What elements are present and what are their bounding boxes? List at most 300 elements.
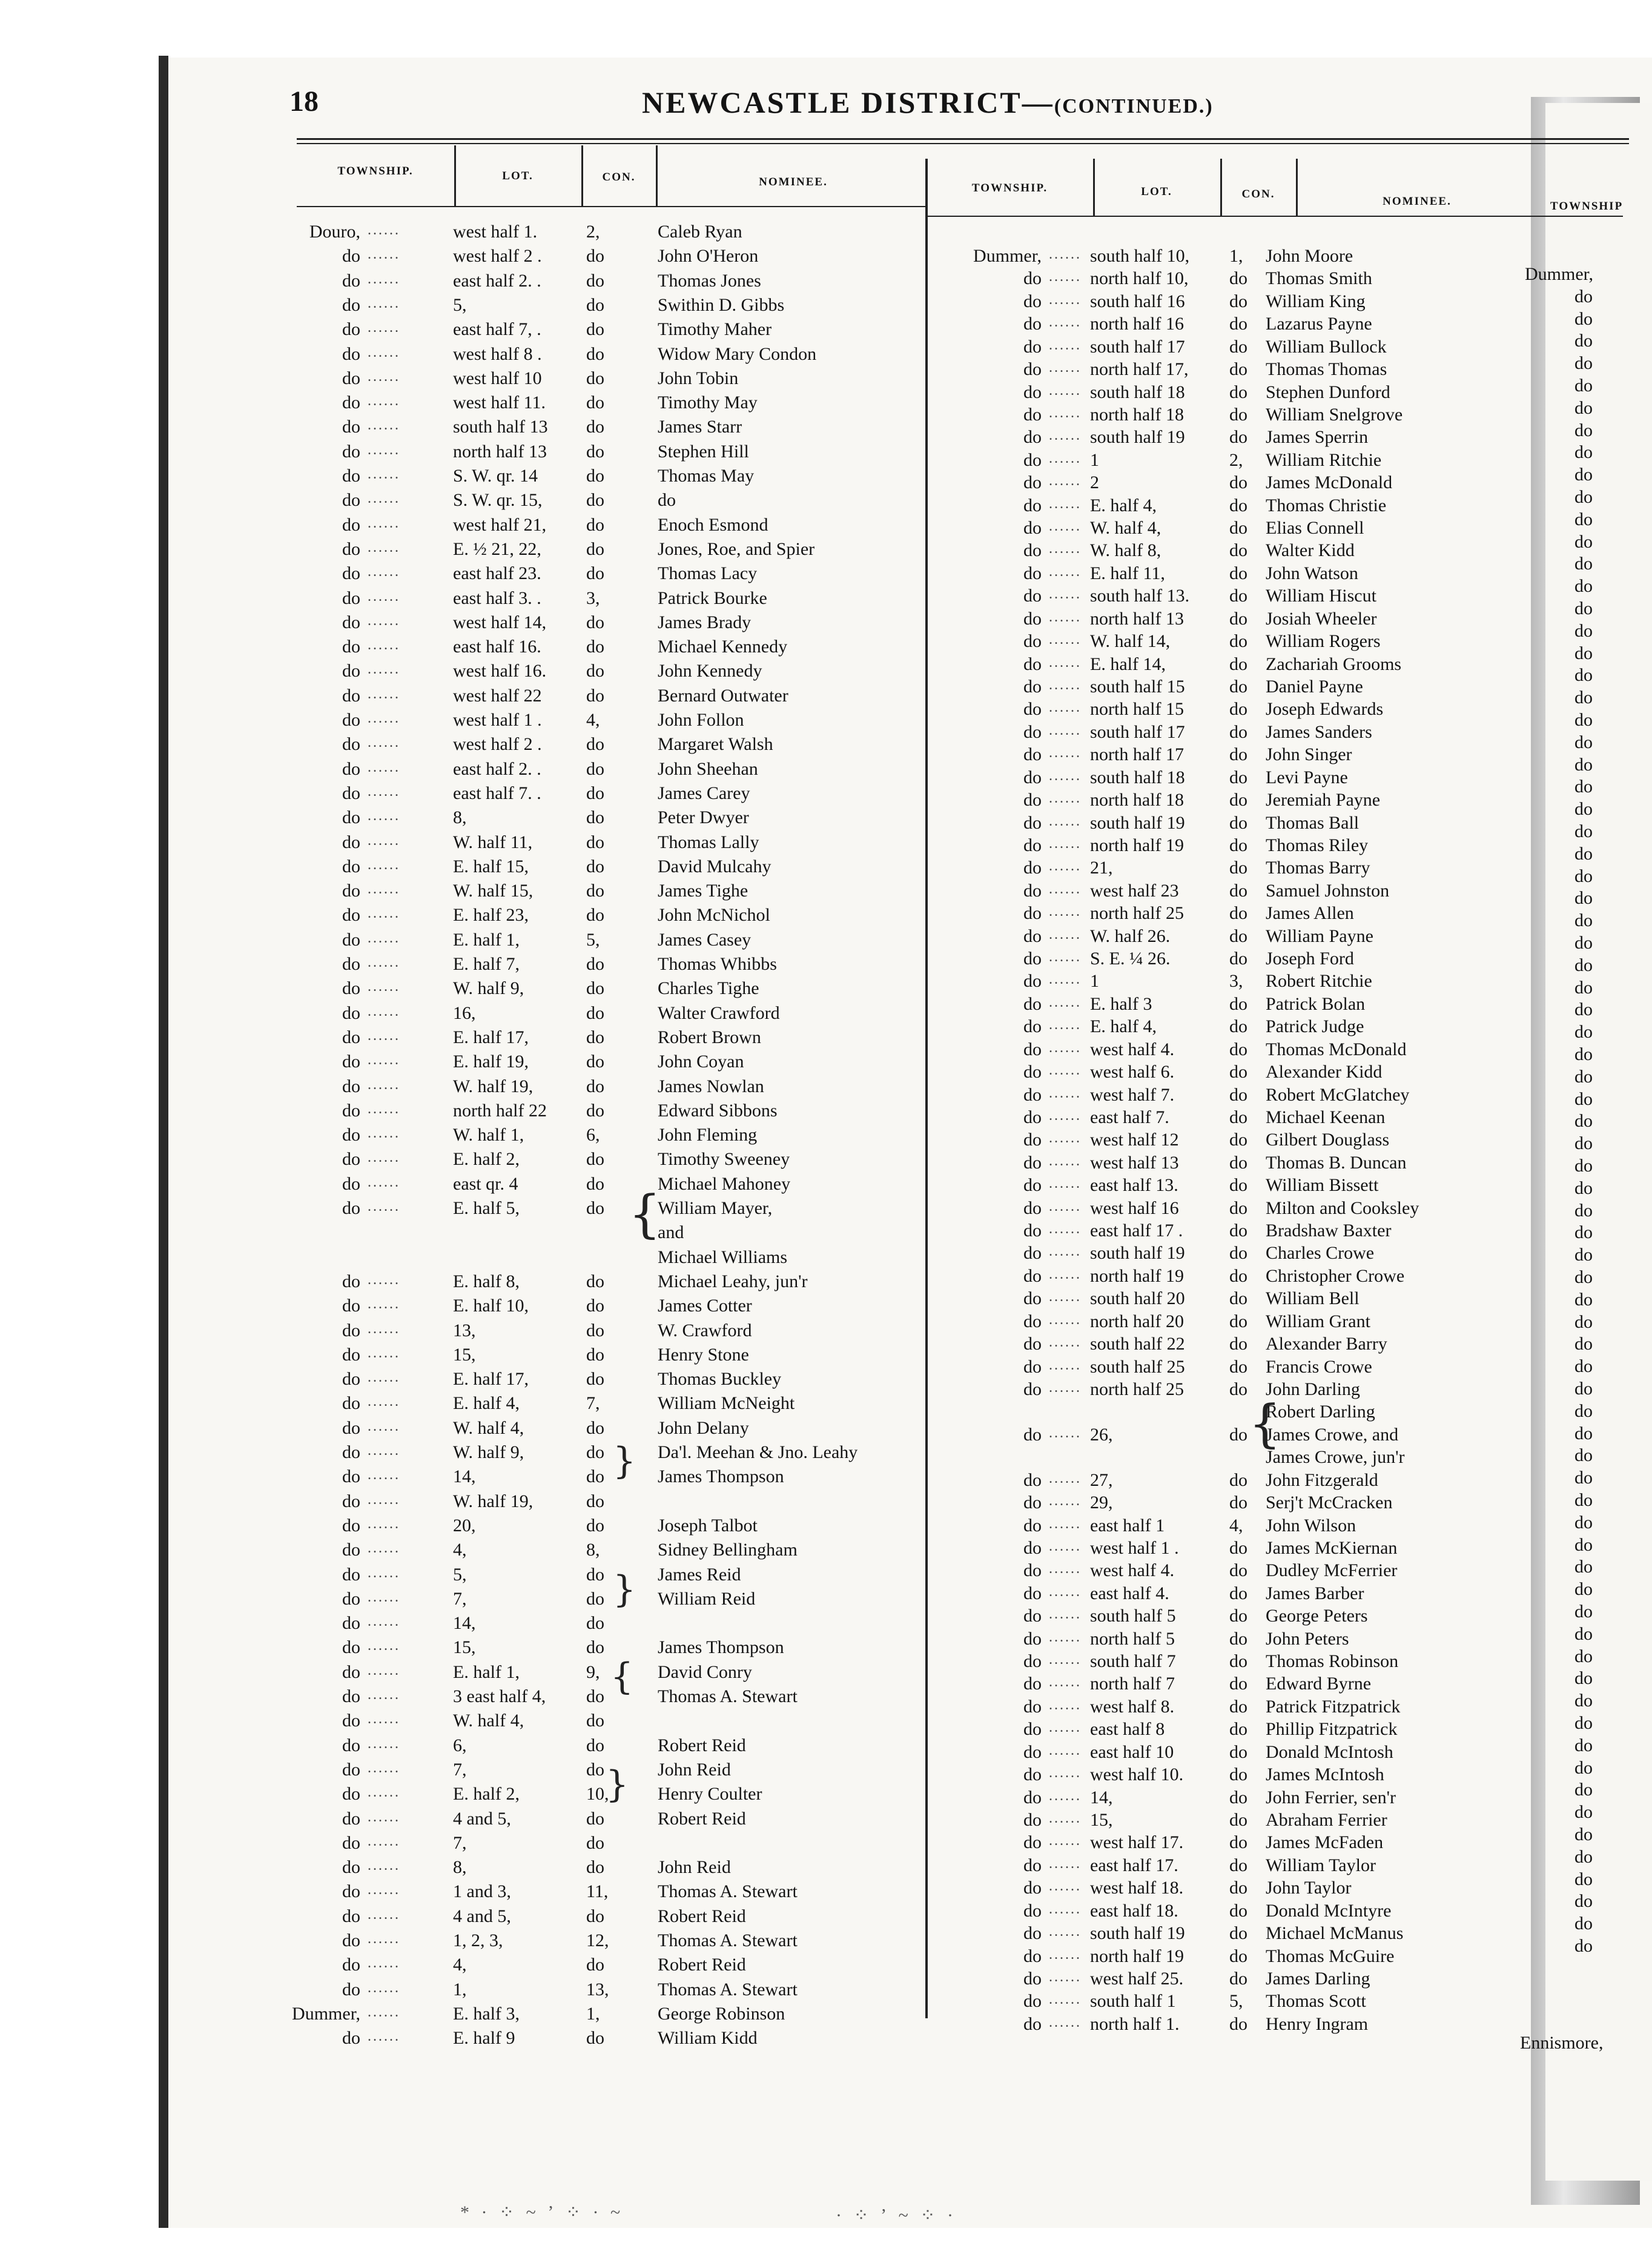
lot-cell: north half 1. xyxy=(1090,2013,1180,2034)
con-cell: do xyxy=(586,514,604,535)
leader-dots: ...... xyxy=(1049,495,1082,512)
township-cell: do xyxy=(342,929,360,950)
nominee-cell: Thomas B. Duncan xyxy=(1266,1152,1407,1173)
lot-cell: E. half 19, xyxy=(453,1052,529,1072)
lot-cell: W. half 19, xyxy=(453,1491,534,1511)
leader-dots: ...... xyxy=(1049,1470,1082,1486)
township-cell: do xyxy=(1023,1265,1042,1286)
leader-dots: ...... xyxy=(1049,722,1082,738)
con-cell: do xyxy=(586,1296,604,1316)
leader-dots: ...... xyxy=(368,1320,400,1337)
con-cell: do xyxy=(586,783,604,803)
nominee-cell: Thomas Jones xyxy=(658,270,761,291)
con-cell: do xyxy=(586,1466,604,1487)
nominee-cell: Henry Stone xyxy=(658,1344,749,1365)
lot-cell: W. half 8, xyxy=(1090,540,1161,561)
nominee-cell: Samuel Johnston xyxy=(1266,880,1390,901)
leader-dots: ...... xyxy=(1049,428,1082,444)
con-cell: do xyxy=(1229,767,1247,787)
con-cell: do xyxy=(586,1027,604,1047)
leader-dots: ...... xyxy=(368,1662,400,1678)
nominee-cell: William Kidd xyxy=(658,2028,758,2049)
lot-cell: west half 8 . xyxy=(453,343,542,364)
township-cell: do xyxy=(342,1588,360,1609)
lot-cell: south half 19 xyxy=(1090,812,1185,833)
township-cell: do xyxy=(342,1979,360,2000)
con-cell: 7, xyxy=(586,1393,600,1414)
leader-dots: ...... xyxy=(368,1589,400,1605)
township-cell: do xyxy=(1023,563,1042,583)
lot-cell: north half 10, xyxy=(1090,268,1189,289)
nominee-cell: John Ferrier, sen'r xyxy=(1266,1787,1396,1807)
leader-dots: ...... xyxy=(1049,1493,1082,1509)
nominee-cell: James McIntosh xyxy=(1266,1764,1384,1785)
con-cell: do xyxy=(586,807,604,828)
lot-cell: 6, xyxy=(453,1735,467,1755)
con-cell: do xyxy=(1229,1606,1247,1626)
far-township-cell: do xyxy=(1574,531,1593,552)
nominee-cell: Thomas Whibbs xyxy=(658,954,777,974)
nominee-cell: William Rogers xyxy=(1266,631,1381,652)
con-cell: do xyxy=(586,1149,604,1170)
leader-dots: ...... xyxy=(368,1906,400,1923)
lot-cell: south half 17 xyxy=(1090,336,1185,357)
far-township-cell: do xyxy=(1574,1824,1593,1844)
township-cell: do xyxy=(342,1442,360,1462)
far-township-cell: do xyxy=(1574,1936,1593,1956)
far-township-cell: do xyxy=(1574,643,1593,663)
leader-dots: ...... xyxy=(368,906,400,922)
lot-cell: east half 3. . xyxy=(453,588,541,608)
lot-cell: E. half 1, xyxy=(453,1662,520,1682)
con-cell: do xyxy=(586,881,604,901)
col-divider xyxy=(581,145,583,206)
far-township-cell: do xyxy=(1574,910,1593,931)
leader-dots: ...... xyxy=(368,783,400,800)
con-cell: do xyxy=(1229,1265,1247,1286)
nominee-cell: James Darling xyxy=(1266,1968,1370,1989)
leader-dots: ...... xyxy=(368,1443,400,1459)
nominee-cell: Joseph Edwards xyxy=(1266,699,1384,720)
leader-dots: ...... xyxy=(368,1076,400,1093)
far-township-cell: do xyxy=(1574,1668,1593,1689)
lot-cell: north half 19 xyxy=(1090,835,1184,855)
print-smudge: * · ⁘ ~ ʼ ⁘ · ~ xyxy=(460,2202,624,2222)
lot-cell: 15, xyxy=(453,1344,476,1365)
nominee-cell: John Reid xyxy=(658,1759,731,1780)
con-cell: do xyxy=(1229,1379,1247,1399)
con-cell: do xyxy=(1229,880,1247,901)
township-cell: do xyxy=(342,1564,360,1585)
nominee-cell: Michael Mahoney xyxy=(658,1173,791,1194)
far-township-cell: do xyxy=(1574,1133,1593,1154)
township-cell: do xyxy=(342,343,360,364)
page-title xyxy=(642,85,1214,120)
township-cell: do xyxy=(342,588,360,608)
far-township-cell: do xyxy=(1574,754,1593,775)
con-cell: do xyxy=(1229,949,1247,969)
nominee-cell: William Taylor xyxy=(1266,1855,1376,1875)
con-cell: do xyxy=(586,856,604,876)
township-cell: do xyxy=(342,637,360,657)
far-township-cell: do xyxy=(1574,286,1593,306)
nominee-cell: William Mayer, xyxy=(658,1198,773,1218)
leader-dots: ...... xyxy=(1049,1039,1082,1056)
far-township-cell: do xyxy=(1574,1222,1593,1243)
con-cell: do xyxy=(1229,382,1247,402)
township-cell: do xyxy=(1023,744,1042,765)
leader-dots: ...... xyxy=(1049,949,1082,966)
township-cell: do xyxy=(1023,699,1042,720)
lot-cell: south half 18 xyxy=(1090,382,1185,402)
leader-dots: ...... xyxy=(1049,1583,1082,1600)
brace: } xyxy=(613,1440,636,1482)
con-cell: do xyxy=(586,1857,604,1878)
leader-dots: ...... xyxy=(368,222,400,238)
con-cell: do xyxy=(1229,1221,1247,1241)
lot-cell: west half 13 xyxy=(1090,1152,1179,1173)
township-cell: do xyxy=(342,1271,360,1291)
con-cell: do xyxy=(1229,1809,1247,1830)
lot-cell: west half 10 xyxy=(453,368,542,388)
nominee-cell: Thomas Ball xyxy=(1266,812,1360,833)
con-cell: do xyxy=(1229,1062,1247,1082)
township-cell: do xyxy=(1023,1628,1042,1649)
leader-dots: ...... xyxy=(368,686,400,702)
col-divider xyxy=(1220,159,1222,216)
con-cell: do xyxy=(1229,654,1247,674)
township-cell: do xyxy=(1023,1469,1042,1490)
lot-cell: north half 7 xyxy=(1090,1674,1175,1694)
far-township-cell: do xyxy=(1574,821,1593,841)
con-cell: do xyxy=(586,1491,604,1511)
township-cell: do xyxy=(342,881,360,901)
con-cell: do xyxy=(1229,1288,1247,1309)
township-cell: do xyxy=(342,783,360,803)
township-cell: do xyxy=(1023,1651,1042,1672)
lot-cell: west half 6. xyxy=(1090,1062,1175,1082)
township-cell: Douro, xyxy=(309,222,360,242)
con-cell: 6, xyxy=(586,1125,600,1145)
nominee-cell: Thomas Buckley xyxy=(658,1369,782,1390)
township-cell: do xyxy=(342,905,360,926)
nominee-cell: William Bullock xyxy=(1266,336,1387,357)
far-township-cell: do xyxy=(1574,1400,1593,1421)
con-cell: do xyxy=(586,1564,604,1585)
nominee-cell: John Taylor xyxy=(1266,1878,1352,1898)
lot-cell: 14, xyxy=(453,1466,476,1487)
lot-cell: 2 xyxy=(1090,472,1099,493)
township-cell: do xyxy=(1023,676,1042,697)
township-cell: do xyxy=(1023,835,1042,855)
far-township-cell: do xyxy=(1574,353,1593,374)
leader-dots: ...... xyxy=(368,808,400,824)
far-township-cell: do xyxy=(1574,1846,1593,1867)
leader-dots: ...... xyxy=(1049,926,1082,943)
township-cell: do xyxy=(342,807,360,828)
lot-cell: west half 4. xyxy=(1090,1039,1175,1059)
col-divider xyxy=(454,145,456,206)
far-township-cell: do xyxy=(1574,1022,1593,1042)
con-cell: do xyxy=(586,832,604,852)
con-cell: do xyxy=(1229,1741,1247,1762)
township-cell: do xyxy=(342,1832,360,1853)
lot-cell: S. E. ¼ 26. xyxy=(1090,949,1171,969)
con-cell: do xyxy=(1229,1900,1247,1921)
leader-dots: ...... xyxy=(368,759,400,775)
township-cell: do xyxy=(342,734,360,755)
township-cell: do xyxy=(1023,382,1042,402)
nominee-cell: George Peters xyxy=(1266,1606,1368,1626)
township-cell: do xyxy=(1023,1923,1042,1944)
con-cell: do xyxy=(1229,1039,1247,1059)
township-cell: do xyxy=(342,1662,360,1682)
nominee-cell: David Conry xyxy=(658,1662,752,1682)
leader-dots: ...... xyxy=(1049,1176,1082,1192)
leader-dots: ...... xyxy=(368,881,400,898)
con-cell: do xyxy=(586,954,604,974)
township-cell: do xyxy=(1023,1832,1042,1853)
leader-dots: ...... xyxy=(1049,586,1082,603)
brace: { xyxy=(629,1184,661,1244)
con-cell: 2, xyxy=(1229,449,1243,470)
lot-cell: west half 1. xyxy=(453,222,538,242)
leader-dots: ...... xyxy=(368,1565,400,1581)
township-cell: do xyxy=(342,1125,360,1145)
township-cell: do xyxy=(342,1735,360,1755)
leader-dots: ...... xyxy=(1049,835,1082,852)
far-township-cell: do xyxy=(1574,1156,1593,1176)
con-cell: do xyxy=(1229,1719,1247,1740)
con-cell: do xyxy=(1229,1493,1247,1513)
township-cell: do xyxy=(342,1784,360,1804)
nominee-cell: John Darling xyxy=(1266,1379,1360,1399)
nominee-cell: John Wilson xyxy=(1266,1515,1356,1536)
leader-dots: ...... xyxy=(368,2029,400,2045)
leader-dots: ...... xyxy=(1049,1244,1082,1260)
nominee-cell: Patrick Fitzpatrick xyxy=(1266,1696,1401,1717)
leader-dots: ...... xyxy=(1049,1765,1082,1781)
township-cell: do xyxy=(1023,1062,1042,1082)
township-cell: do xyxy=(342,1296,360,1316)
facing-page-strip xyxy=(1545,103,1652,2181)
con-cell: do xyxy=(586,978,604,999)
lot-cell: 16, xyxy=(453,1002,476,1023)
township-cell: do xyxy=(342,1173,360,1194)
township-cell: do xyxy=(342,1686,360,1706)
township-cell: do xyxy=(1023,1560,1042,1581)
nominee-cell: David Mulcahy xyxy=(658,856,771,876)
nominee-cell: James Crowe, jun'r xyxy=(1266,1447,1405,1468)
con-cell: do xyxy=(1229,1946,1247,1966)
nominee-cell: Francis Crowe xyxy=(1266,1356,1372,1377)
lot-cell: west half 2 . xyxy=(453,246,542,267)
nominee-cell: James Crowe, and xyxy=(1266,1424,1399,1445)
nominee-cell: Thomas Lacy xyxy=(658,563,758,584)
nominee-cell: Thomas Barry xyxy=(1266,858,1370,878)
township-cell: do xyxy=(342,1393,360,1414)
con-cell: 1, xyxy=(1229,246,1243,266)
nominee-cell: John Peters xyxy=(1266,1628,1349,1649)
lot-cell: 8, xyxy=(453,1857,467,1878)
con-cell: do xyxy=(586,466,604,486)
con-cell: do xyxy=(1229,314,1247,334)
township-cell: do xyxy=(1023,1130,1042,1150)
nominee-cell: James Allen xyxy=(1266,903,1354,924)
leader-dots: ...... xyxy=(1049,1901,1082,1917)
far-township-cell: do xyxy=(1574,999,1593,1020)
township-cell: do xyxy=(342,270,360,291)
con-cell: do xyxy=(1229,359,1247,380)
con-cell: do xyxy=(586,368,604,388)
lot-cell: 8, xyxy=(453,807,467,828)
nominee-cell: Widow Mary Condon xyxy=(658,343,817,364)
lot-cell: E. half 5, xyxy=(453,1198,520,1218)
lot-cell: south half 19 xyxy=(1090,427,1185,448)
nominee-cell: John Fitzgerald xyxy=(1266,1469,1378,1490)
con-cell: do xyxy=(1229,1469,1247,1490)
lot-cell: south half 13. xyxy=(1090,586,1190,606)
leader-dots: ...... xyxy=(368,1296,400,1313)
con-cell: 5, xyxy=(1229,1991,1243,2012)
nominee-cell: Robert Reid xyxy=(658,1735,746,1755)
lot-cell: 1, 2, 3, xyxy=(453,1930,503,1950)
lot-cell: E. half 7, xyxy=(453,954,520,974)
township-cell: do xyxy=(342,832,360,852)
nominee-cell: Joseph Talbot xyxy=(658,1515,758,1536)
con-cell: do xyxy=(1229,404,1247,425)
township-cell: do xyxy=(342,1027,360,1047)
township-cell: do xyxy=(1023,858,1042,878)
township-cell: do xyxy=(1023,1424,1042,1445)
lot-cell: 3 east half 4, xyxy=(453,1686,546,1706)
lot-cell: north half 16 xyxy=(1090,314,1184,334)
nominee-cell: Milton and Cooksley xyxy=(1266,1198,1419,1218)
township-cell: do xyxy=(342,294,360,315)
con-cell: do xyxy=(1229,495,1247,515)
township-cell: do xyxy=(342,1417,360,1438)
lot-cell: E. half 17, xyxy=(453,1027,529,1047)
con-cell: do xyxy=(586,1369,604,1390)
con-cell: do xyxy=(1229,1832,1247,1853)
con-cell: do xyxy=(1229,812,1247,833)
township-cell: do xyxy=(342,1759,360,1780)
township-cell: do xyxy=(342,1906,360,1926)
header-rule-bottom-right xyxy=(927,216,1623,217)
nominee-cell: William Reid xyxy=(658,1588,756,1609)
township-cell: do xyxy=(1023,1243,1042,1264)
leader-dots: ...... xyxy=(368,1711,400,1728)
con-cell: do xyxy=(1229,2013,1247,2034)
nominee-cell: Margaret Walsh xyxy=(658,734,773,755)
leader-dots: ...... xyxy=(1049,1924,1082,1940)
con-cell: do xyxy=(586,2028,604,2049)
far-township-cell: do xyxy=(1574,487,1593,507)
far-township-cell: do xyxy=(1574,777,1593,797)
leader-dots: ...... xyxy=(1049,767,1082,784)
nominee-cell: Timothy May xyxy=(658,393,758,413)
lot-cell: E. half 14, xyxy=(1090,654,1166,674)
leader-dots: ...... xyxy=(368,735,400,751)
nominee-cell: Swithin D. Gibbs xyxy=(658,294,785,315)
leader-dots: ...... xyxy=(368,1516,400,1532)
con-cell: do xyxy=(586,538,604,559)
lot-cell: 4 and 5, xyxy=(453,1906,511,1926)
lot-cell: E. half 4, xyxy=(453,1393,520,1414)
leader-dots: ...... xyxy=(368,955,400,970)
nominee-cell: John O'Heron xyxy=(658,246,759,267)
far-township-cell: do xyxy=(1574,1379,1593,1399)
lot-cell: 5, xyxy=(453,1564,467,1585)
con-cell: do xyxy=(586,1320,604,1340)
scan-border xyxy=(159,56,168,2263)
con-cell: 4, xyxy=(1229,1515,1243,1536)
township-cell: do xyxy=(342,710,360,730)
nominee-cell: Serj't McCracken xyxy=(1266,1493,1393,1513)
township-cell: do xyxy=(342,1491,360,1511)
lot-cell: north half 13 xyxy=(453,441,547,462)
leader-dots: ...... xyxy=(1049,1266,1082,1282)
lot-cell: south half 1 xyxy=(1090,1991,1176,2012)
lot-cell: west half 18. xyxy=(1090,1878,1184,1898)
township-cell: do xyxy=(1023,812,1042,833)
nominee-cell: William Bissett xyxy=(1266,1175,1379,1196)
nominee-cell: John Fleming xyxy=(658,1125,758,1145)
nominee-cell: Josiah Wheeler xyxy=(1266,608,1377,629)
nominee-cell: William Grant xyxy=(1266,1311,1370,1331)
lot-cell: 20, xyxy=(453,1515,476,1536)
township-cell: do xyxy=(1023,518,1042,538)
nominee-cell: Thomas A. Stewart xyxy=(658,1979,798,2000)
leader-dots: ...... xyxy=(1049,1652,1082,1668)
nominee-cell: Robert McGlatchey xyxy=(1266,1084,1410,1105)
con-cell: do xyxy=(1229,1016,1247,1037)
con-cell: do xyxy=(586,1417,604,1438)
township-cell: do xyxy=(342,1198,360,1218)
header-rule-top-2 xyxy=(297,143,1629,144)
township-cell: do xyxy=(1023,359,1042,380)
leader-dots: ...... xyxy=(1049,269,1082,285)
con-cell: do xyxy=(1229,1628,1247,1649)
township-cell: do xyxy=(1023,1311,1042,1331)
con-cell: do xyxy=(1229,472,1247,493)
con-cell: do xyxy=(586,1100,604,1121)
far-township-cell: do xyxy=(1574,1245,1593,1265)
lot-cell: west half 25. xyxy=(1090,1968,1184,1989)
township-cell: do xyxy=(1023,427,1042,448)
far-township-cell: do xyxy=(1574,1088,1593,1109)
township-cell: do xyxy=(342,490,360,511)
township-cell: do xyxy=(1023,1583,1042,1603)
far-township-cell: do xyxy=(1574,420,1593,440)
con-cell: do xyxy=(1229,540,1247,561)
leader-dots: ...... xyxy=(368,1784,400,1801)
lot-cell: S. W. qr. 14 xyxy=(453,466,538,486)
lot-cell: east half 2. . xyxy=(453,270,541,291)
con-cell: do xyxy=(586,343,604,364)
nominee-cell: Charles Crowe xyxy=(1266,1243,1375,1264)
leader-dots: ...... xyxy=(1049,1221,1082,1238)
nominee-cell: James McFaden xyxy=(1266,1832,1384,1853)
nominee-cell: William Bell xyxy=(1266,1288,1360,1309)
township-cell: do xyxy=(1023,608,1042,629)
leader-dots: ...... xyxy=(368,417,400,434)
leader-dots: ...... xyxy=(368,466,400,482)
nominee-cell: William McNeight xyxy=(658,1393,795,1414)
township-cell: do xyxy=(1023,721,1042,742)
township-cell: do xyxy=(342,563,360,584)
far-township-cell: do xyxy=(1574,977,1593,998)
